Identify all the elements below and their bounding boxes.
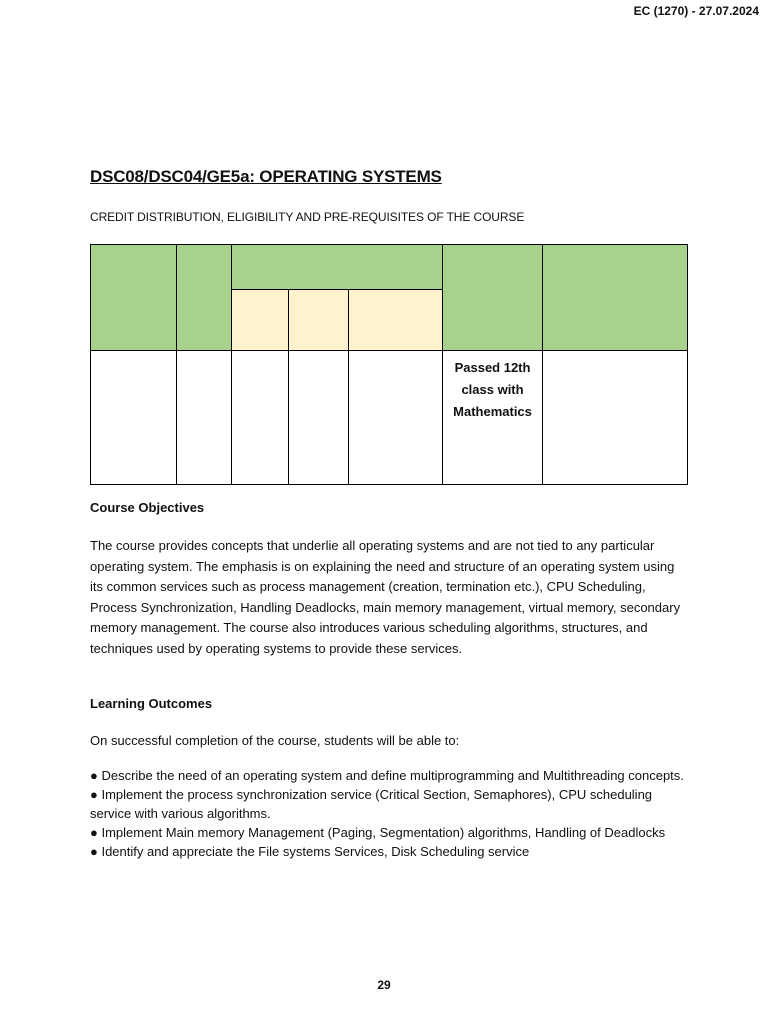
sub-header-lecture <box>232 290 289 351</box>
sub-header-tutorial <box>289 290 349 351</box>
header-cell-eligibility <box>443 245 543 351</box>
list-item: ● Implement Main memory Management (Paging, Segmentation) algorithms, Handling of Deadlocks <box>90 825 666 840</box>
objectives-heading: Course Objectives <box>90 500 205 515</box>
outcomes-heading: Learning Outcomes <box>90 696 213 711</box>
page-number: 29 <box>377 978 391 992</box>
outcomes-intro: On successful completion of the course, students will be able to: <box>90 733 460 748</box>
list-item: ● Identify and appreciate the File systems Services, Disk Scheduling service <box>90 844 530 859</box>
document-reference: EC (1270) - 27.07.2024 <box>633 4 759 18</box>
cell-tutorial <box>289 351 349 485</box>
list-item: ● Describe the need of an operating system and define multiprogramming and Multithreading concepts. <box>90 768 684 783</box>
list-item: ● Implement the process synchronization service (Critical Section, Semaphores), CPU scheduling service with various algorithms. <box>90 787 653 821</box>
cell-course-title <box>91 351 177 485</box>
header-cell-credits <box>177 245 232 351</box>
header-cell-course-title <box>91 245 177 351</box>
cell-eligibility <box>443 351 543 485</box>
eligibility-text: Passed 12th class with Mathematics <box>453 360 532 419</box>
cell-prerequisites <box>543 351 688 485</box>
header-cell-credit-distribution <box>232 245 443 290</box>
header-cell-prerequisites <box>543 245 688 351</box>
sub-header-practical <box>349 290 443 351</box>
outcomes-list <box>90 766 690 861</box>
course-subtitle: CREDIT DISTRIBUTION, ELIGIBILITY AND PRE-REQUISITES OF THE COURSE <box>90 210 525 224</box>
cell-lecture <box>232 351 289 485</box>
cell-credits <box>177 351 232 485</box>
objectives-text: The course provides concepts that underlie all operating systems and are not tied to any particular operating system. The emphasis is on explaining the need and structure of an operating system using its common services such as process management (creation, termination etc.), CPU Scheduling, Process Synchronization, Handling Deadlocks, main memory management, virtual memory, secondary memory management. The course also introduces various scheduling algorithms, structures, and techniques used by operating systems to provide these services. <box>90 538 681 656</box>
cell-practical <box>349 351 443 485</box>
credit-distribution-table <box>90 244 687 485</box>
course-title: DSC08/DSC04/GE5a: OPERATING SYSTEMS <box>90 167 442 186</box>
